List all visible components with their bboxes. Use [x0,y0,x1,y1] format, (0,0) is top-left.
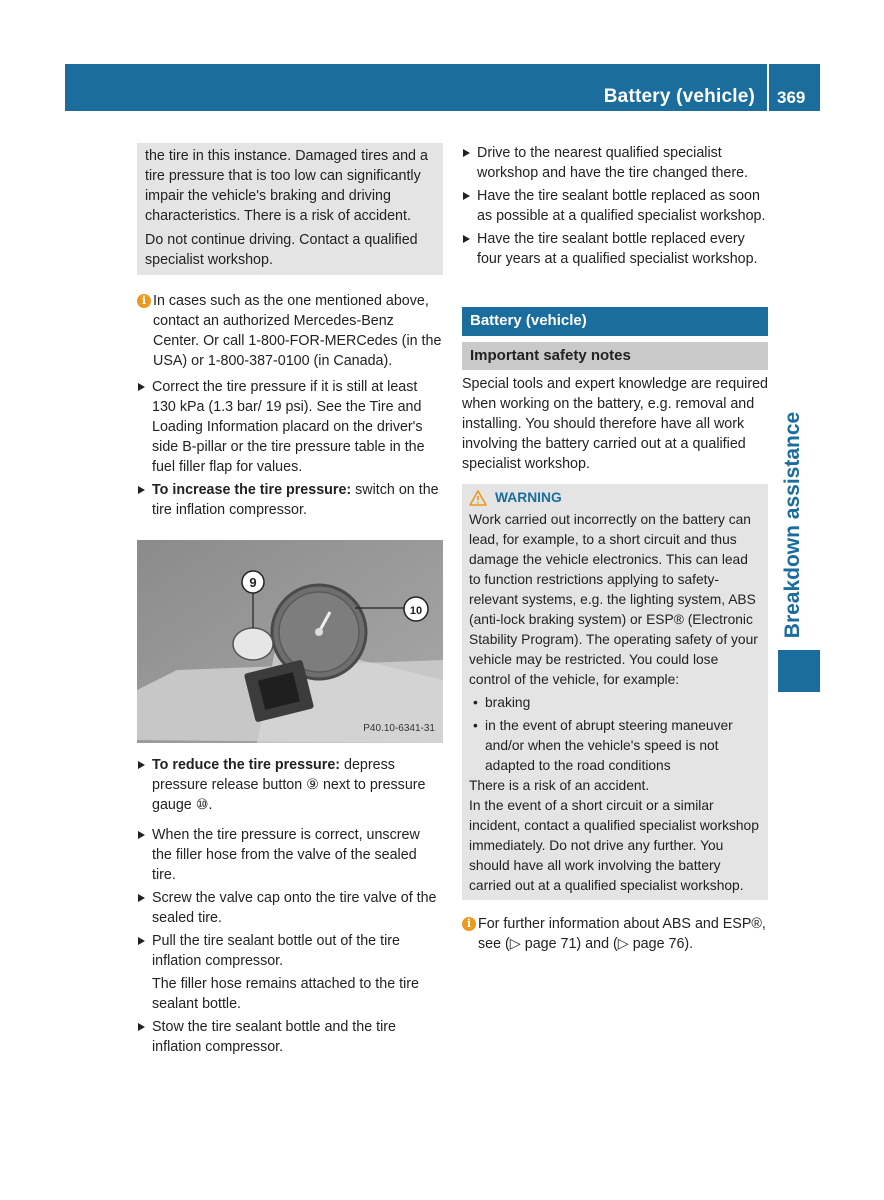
side-section-label [778,410,808,640]
bullet-dot: • [473,695,478,710]
page-header [65,64,820,111]
step-arrow-icon [463,192,470,200]
warning-paragraph-2: There is a risk of an accident. [469,778,650,793]
warning-bullet [469,716,761,776]
step-replace-every-four-years [462,229,768,269]
step-arrow-icon [138,486,145,494]
info-note-text: In cases such as the one mentioned above, contact an authorized Mercedes-Benz Center. Or call 1-800-FOR-MERCedes (in the USA) or 1-800-387-0100 (in Canada). [153,293,442,369]
step-arrow-icon [138,383,145,391]
step-text: Pull the tire sealant bottle out of the tire inflation compressor. [152,933,400,969]
warning-continuation-box [137,143,443,275]
step-text: Correct the tire pressure if it is still at least 130 kPa (1.3 bar/ 19 psi). See the Tire and Loading Information placard on the driver's side B-pillar or the tire pressure table in the fuel filler flap for values. [152,379,425,475]
step-arrow-icon [138,761,145,769]
header-divider [767,64,769,111]
step-arrow-icon [138,831,145,839]
step-reduce-pressure [137,755,443,815]
callout-9: 9 [249,575,257,590]
intro-paragraph: Special tools and expert knowledge are required when working on the battery, e.g. removal and installing. You should therefore have all work involving the battery carried out at a qualified specialist workshop. [462,376,768,472]
step-stow-bottle [137,1017,443,1057]
compressor-illustration [137,540,443,743]
box-paragraph-1: the tire in this instance. Damaged tires and a tire pressure that is too low can significantly impair the vehicle's braking and driving characteristics. There is a risk of accident. [145,148,428,224]
bullet-text: braking [485,695,531,710]
side-section-text: Breakdown assistance [781,411,804,639]
info-note-text: For further information about ABS and ESP®, see (▷ page 71) and (▷ page 76). [478,916,766,952]
step-arrow-icon [463,235,470,243]
step-text: Have the tire sealant bottle replaced every four years at a qualified specialist workshop. [477,231,758,267]
step-bold-text: To increase the tire pressure: [152,482,352,498]
warning-title: WARNING [495,490,562,505]
step-replace-bottle [462,186,768,226]
step-text: Have the tire sealant bottle replaced as soon as possible at a qualified specialist workshop. [477,188,766,224]
warning-header [469,488,761,508]
step-pull-bottle [137,931,443,971]
step-text: depress pressure release button ⑨ next to pressure gauge ⑩. [152,757,426,813]
warning-paragraph-3: In the event of a short circuit or a similar incident, contact a qualified specialist workshop immediately. Do not drive any further. You should have all work involving the battery carried out at a qualified specialist workshop. [469,798,759,893]
step-correct-pressure [137,377,443,477]
left-column [137,143,443,1060]
subsection-heading: Important safety notes [462,342,768,370]
callout-10: 10 [409,605,423,617]
step-text: Stow the tire sealant bottle and the tire inflation compressor. [152,1019,396,1055]
page-number: 369 [777,88,806,107]
step-arrow-icon [138,937,145,945]
step-text: Screw the valve cap onto the tire valve of the sealed tire. [152,890,437,926]
header-title: Battery (vehicle) [603,86,755,107]
warning-paragraph-1: Work carried out incorrectly on the battery can lead, for example, to a short circuit and thus damage the vehicle electronics. This can lead to function restrictions applying to safety-relevant systems, e.g. the lighting system, ABS (anti-lock braking system) or ESP® (Electronic Stability Program). The operating safety of your vehicle may be restricted. You could lose control of the vehicle, for example: [469,512,758,687]
compressor-figure [137,540,443,743]
info-note [137,291,443,371]
step-text: switch on the tire inflation compressor. [152,482,439,518]
step-screw-cap [137,888,443,928]
step-text: When the tire pressure is correct, unscrew the filler hose from the valve of the sealed tire. [152,827,420,883]
warning-bullet [469,693,761,713]
step-arrow-icon [138,1023,145,1031]
step-drive-workshop [462,143,768,183]
info-note-abs-esp [462,914,768,954]
box-paragraph-2: Do not continue driving. Contact a qualified specialist workshop. [145,232,418,268]
step-arrow-icon [463,149,470,157]
step-pull-result: The filler hose remains attached to the tire sealant bottle. [152,976,420,1012]
info-icon: i [462,917,476,931]
step-bold-text: To reduce the tire pressure: [152,757,341,773]
step-arrow-icon [138,894,145,902]
section-heading: Battery (vehicle) [462,307,768,336]
step-increase-pressure [137,480,443,520]
info-icon: i [137,294,151,308]
warning-triangle-icon [469,490,487,506]
right-column [462,143,768,960]
step-text: Drive to the nearest qualified specialist workshop and have the tire changed there. [477,145,749,181]
side-section-tab [778,650,820,692]
bullet-text: in the event of abrupt steering maneuver and/or when the vehicle's speed is not adapted to the road conditions [485,718,733,773]
warning-box [462,484,768,900]
step-unscrew-hose [137,825,443,885]
bullet-dot: • [473,718,478,733]
figure-code: P40.10-6341-31 [363,723,435,734]
